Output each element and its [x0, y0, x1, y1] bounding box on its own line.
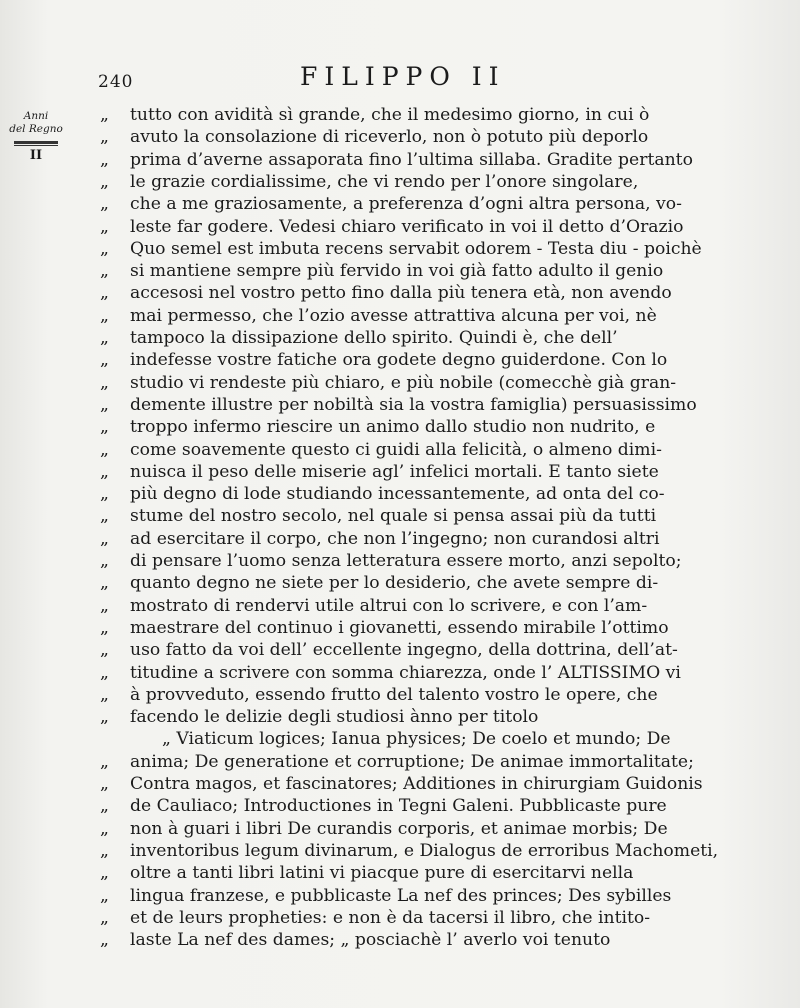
text-line	[100, 104, 745, 128]
line-text: indefesse vostre fatiche ora godete degno guiderdone. Con lo	[130, 350, 668, 371]
line-text: le grazie cordialissime, che vi rendo per l’onore singolare,	[130, 171, 639, 192]
line-text: oltre a tanti libri latini vi piacque pure di esercitarvi nella	[130, 863, 634, 884]
line-text: di pensare l’uomo senza letteratura essere morto, anzi sepolto;	[130, 551, 682, 571]
quote-mark: „	[100, 372, 109, 393]
text-line	[100, 862, 745, 886]
quote-mark: „	[100, 863, 109, 884]
line-text: mai permesso, che l’ozio avesse attrattiva alcuna per voi, nè	[130, 305, 657, 326]
text-line	[100, 505, 745, 529]
text-line	[100, 662, 745, 686]
line-text: uso fatto da voi dell’ eccellente ingegno, della dottrina, dell’at-	[130, 640, 678, 661]
quote-mark: „	[100, 751, 109, 772]
text-line	[100, 349, 745, 373]
line-text: tampoco la dissipazione dello spirito. Quindi è, che dell’	[130, 328, 618, 348]
text-line	[100, 818, 745, 842]
line-text: accesosi nel vostro petto fino dalla più tenera età, non avendo	[130, 283, 672, 304]
quote-mark: „	[100, 885, 109, 906]
line-text: stume del nostro secolo, nel quale si pensa assai più da tutti	[130, 506, 657, 527]
text-line	[100, 550, 745, 574]
quote-mark: „	[100, 818, 109, 839]
line-text: tutto con avidità sì grande, che il medesimo giorno, in cui ò	[130, 105, 650, 125]
quote-mark: „	[100, 774, 109, 794]
text-line	[100, 639, 745, 663]
line-text: quanto degno ne siete per lo desiderio, che avete sempre di-	[130, 573, 659, 594]
text-line	[100, 840, 745, 864]
quote-mark: „	[100, 796, 109, 817]
margin-note-regno: del Regno	[9, 123, 63, 135]
text-line	[100, 528, 745, 552]
quote-mark: „	[100, 350, 109, 371]
quote-mark: „	[100, 840, 109, 861]
quote-mark: „	[100, 573, 109, 594]
text-line	[100, 885, 745, 909]
quote-mark: „	[100, 640, 109, 661]
text-line	[100, 126, 745, 150]
text-line	[100, 461, 745, 485]
quote-mark: „	[100, 127, 109, 148]
text-line	[100, 706, 745, 730]
quote-mark: „	[100, 707, 109, 728]
quote-mark: „	[100, 484, 109, 505]
quote-mark: „	[100, 528, 109, 549]
line-text: „ Viaticum logices; Ianua physices; De coelo et mundo; De	[162, 729, 671, 750]
text-line	[100, 684, 745, 708]
text-line	[100, 416, 745, 440]
text-line	[100, 238, 745, 262]
text-line	[100, 372, 745, 396]
quote-mark: „	[100, 171, 109, 192]
quote-mark: „	[100, 930, 109, 951]
line-text: demente illustre per nobiltà sia la vostra famiglia) persuasissimo	[130, 394, 697, 415]
quote-mark: „	[100, 105, 109, 125]
text-line	[100, 617, 745, 641]
running-head	[0, 62, 800, 98]
text-line	[100, 929, 745, 953]
line-text: come soavemente questo ci guidi alla felicità, o almeno dimi-	[130, 439, 662, 460]
line-text: avuto la consolazione di riceverlo, non ò potuto più deporlo	[130, 127, 649, 148]
quote-mark: „	[100, 328, 109, 348]
text-line	[100, 728, 745, 752]
text-line	[100, 193, 745, 217]
quote-mark: „	[100, 551, 109, 571]
text-line	[100, 327, 745, 351]
running-title: FILIPPO II	[300, 62, 506, 91]
line-text: che a me graziosamente, a preferenza d’ogni altra persona, vo-	[130, 194, 682, 215]
quote-mark: „	[100, 261, 109, 282]
line-text: inventoribus legum divinarum, e Dialogus de erroribus Machometi,	[130, 840, 719, 861]
quote-mark: „	[100, 149, 109, 170]
text-line	[100, 907, 745, 931]
text-line	[100, 171, 745, 195]
line-text: studio vi rendeste più chiaro, e più nobile (comecchè già gran-	[130, 372, 677, 393]
text-line	[100, 483, 745, 507]
line-text: et de leurs propheties: e non è da tacersi il libro, che intito-	[130, 907, 651, 928]
line-text: Quo semel est imbuta recens servabit odorem - Testa diu - poichè	[130, 238, 702, 259]
quote-mark: „	[100, 216, 109, 237]
text-line	[100, 795, 745, 819]
quote-mark: „	[100, 595, 109, 616]
quote-mark: „	[100, 417, 109, 438]
line-text: à provveduto, essendo frutto del talento vostro le opere, che	[130, 684, 658, 705]
text-line	[100, 773, 745, 797]
margin-rule-thin	[14, 145, 58, 146]
text-line	[100, 305, 745, 329]
text-line	[100, 149, 745, 173]
quote-mark: „	[100, 617, 109, 638]
line-text: de Cauliaco; Introductiones in Tegni Galeni. Pubblicaste pure	[130, 796, 667, 817]
line-text: anima; De generatione et corruptione; De animae immortalitate;	[130, 751, 694, 772]
text-line	[100, 439, 745, 463]
text-line	[100, 282, 745, 306]
text-line	[100, 595, 745, 619]
page-number: 240	[98, 72, 134, 92]
line-text: non à guari i libri De curandis corporis, et animae morbis; De	[130, 818, 668, 839]
quote-mark: „	[100, 506, 109, 527]
quote-mark: „	[100, 394, 109, 415]
quote-mark: „	[100, 283, 109, 304]
line-text: laste La nef des dames; „ posciachè l’ averlo voi tenuto	[130, 930, 611, 951]
quote-mark: „	[100, 439, 109, 460]
quote-mark: „	[100, 907, 109, 928]
text-line	[100, 260, 745, 284]
line-text: nuisca il peso delle miserie agl’ infelici mortali. E tanto siete	[130, 461, 659, 482]
line-text: mostrato di rendervi utile altrui con lo scrivere, e con l’am-	[130, 595, 648, 616]
margin-note	[8, 110, 64, 162]
text-line	[100, 216, 745, 240]
margin-note-anni: Anni	[23, 110, 49, 122]
margin-rule-thick	[14, 141, 58, 144]
quote-mark: „	[100, 662, 109, 683]
line-text: maestrare del continuo i giovanetti, essendo mirabile l’ottimo	[130, 617, 669, 638]
line-text: facendo le delizie degli studiosi ànno per titolo	[130, 707, 539, 728]
line-text: lingua franzese, e pubblicaste La nef des princes; Des sybilles	[130, 885, 672, 906]
quote-mark: „	[100, 238, 109, 259]
text-line	[100, 751, 745, 775]
line-text: più degno di lode studiando incessantemente, ad onta del co-	[130, 484, 665, 505]
quote-mark: „	[100, 461, 109, 482]
line-text: troppo infermo riescire un animo dallo studio non nudrito, e	[130, 417, 656, 438]
line-text: prima d’averne assaporata fino l’ultima sillaba. Gradite pertanto	[130, 149, 693, 170]
regnal-year: II	[29, 148, 43, 163]
quote-mark: „	[100, 194, 109, 215]
text-line	[100, 394, 745, 418]
line-text: titudine a scrivere con somma chiarezza, onde l’ ALTISSIMO vi	[130, 662, 681, 683]
line-text: leste far godere. Vedesi chiaro verificato in voi il detto d’Orazio	[130, 216, 684, 237]
quote-mark: „	[100, 305, 109, 326]
line-text: Contra magos, et fascinatores; Additiones in chirurgiam Guidonis	[130, 774, 703, 794]
text-line	[100, 572, 745, 596]
line-text: ad esercitare il corpo, che non l’ingegno; non curandosi altri	[130, 528, 660, 549]
line-text: si mantiene sempre più fervido in voi già fatto adulto il genio	[130, 261, 664, 282]
quote-mark: „	[100, 684, 109, 705]
